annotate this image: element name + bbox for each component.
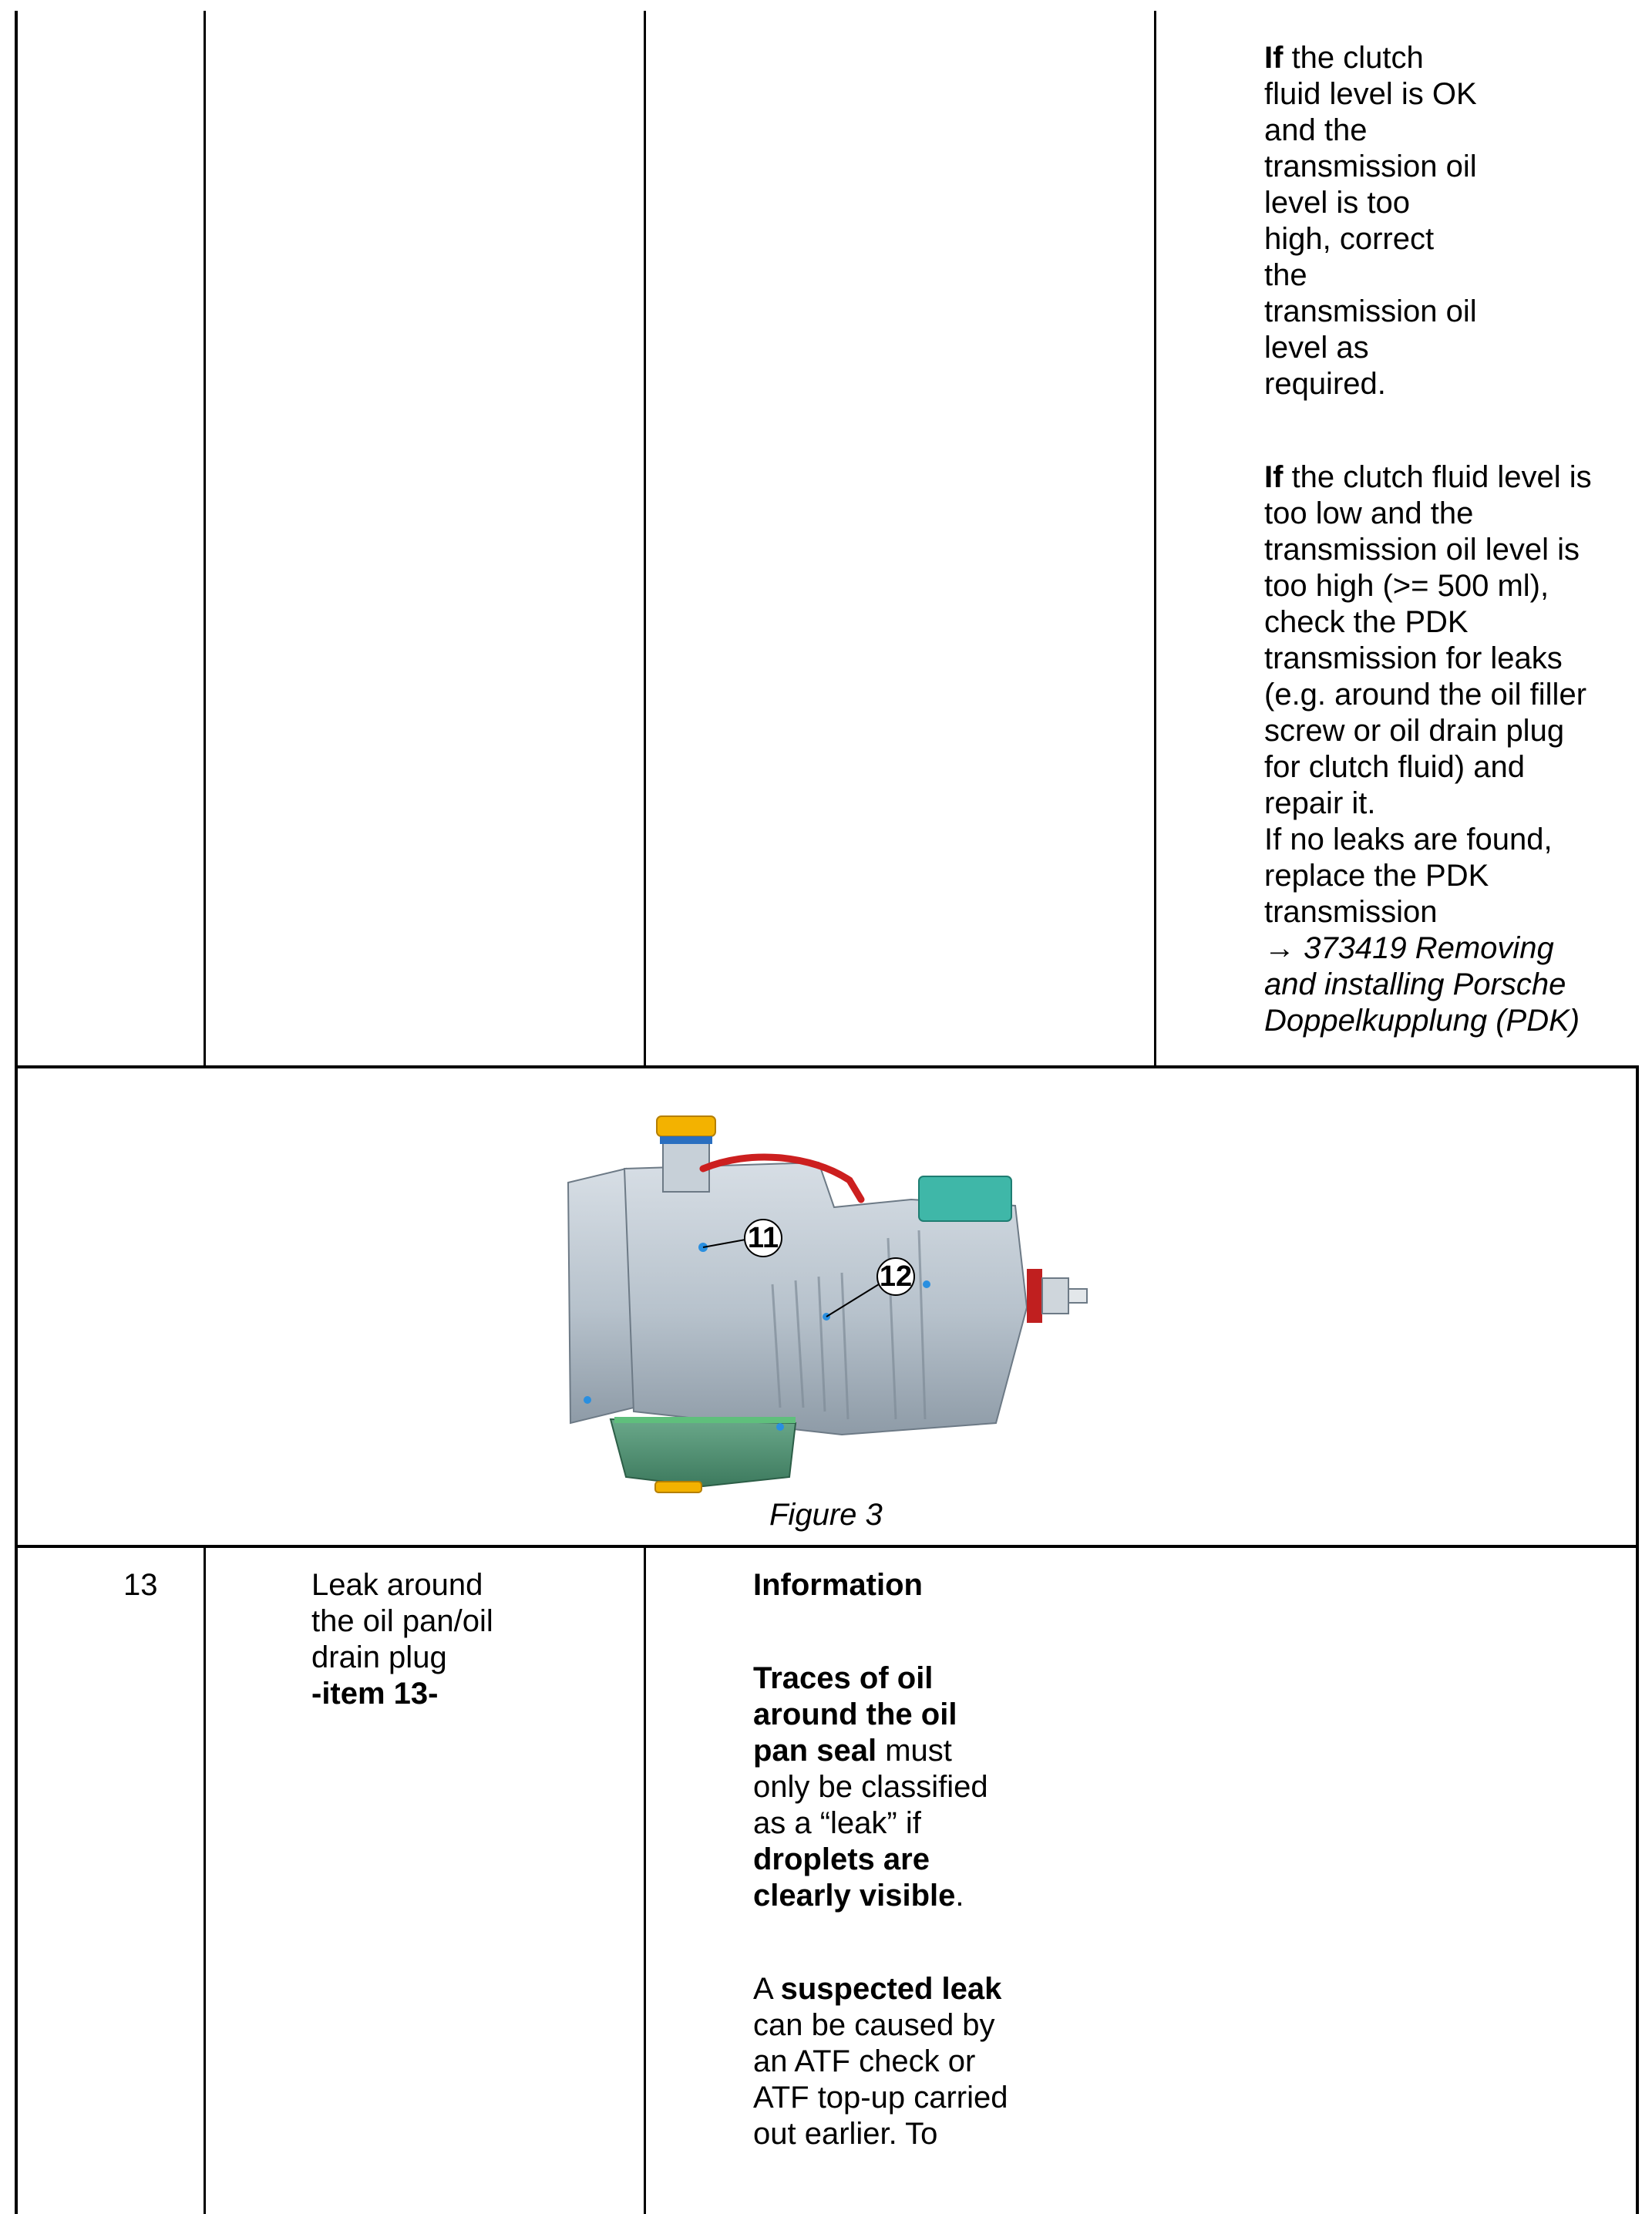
- text-line: transmission oil: [1264, 294, 1477, 328]
- column-divider-2-bottom: [644, 1545, 646, 2214]
- callout-12: 12: [879, 1260, 913, 1293]
- text-line: required.: [1264, 367, 1386, 401]
- text-line: Leak around: [311, 1568, 483, 1602]
- text-line: If no leaks are found,: [1264, 823, 1553, 856]
- text-line: replace the PDK: [1264, 859, 1489, 893]
- figure-caption: Figure 3: [769, 1498, 883, 1532]
- remedy-text: [1264, 40, 1627, 1039]
- text-line: the clutch fluid level is: [1291, 460, 1592, 494]
- text-line: level as: [1264, 331, 1369, 365]
- callout-11: 11: [747, 1222, 779, 1254]
- text-line: high, correct: [1264, 222, 1435, 256]
- text-line: (e.g. around the oil filler: [1264, 678, 1587, 712]
- text-line: the oil pan/oil: [311, 1604, 493, 1638]
- text-line: check the PDK: [1264, 605, 1469, 639]
- text-line: repair it.: [1264, 786, 1376, 820]
- text-line: transmission for leaks: [1264, 641, 1563, 675]
- column-divider-3-top: [1154, 11, 1156, 1067]
- remedy-para-1: [1264, 40, 1627, 402]
- pdk-transmission-figure: [564, 1115, 1096, 1494]
- text-line: the: [1264, 258, 1307, 292]
- text-line: too low and the: [1264, 496, 1474, 530]
- cross-reference-link[interactable]: → 373419 Removing and installing Porsche Doppelkupplung (PDK): [1264, 931, 1580, 1038]
- fault-description: [311, 1567, 635, 1712]
- text-line: screw or oil drain plug: [1264, 714, 1565, 748]
- if-keyword: If: [1264, 460, 1284, 494]
- text-line: level is too: [1264, 186, 1410, 220]
- row-number: 13: [123, 1568, 158, 1602]
- info-para-2: A suspected leak can be caused by an ATF check or ATF top-up carried out earlier. To: [753, 1972, 1008, 2151]
- row-divider-2: [15, 1545, 1639, 1548]
- column-divider-1-top: [204, 11, 206, 1067]
- row-divider-1: [15, 1065, 1639, 1068]
- text-line: too high (>= 500 ml),: [1264, 569, 1549, 603]
- table-right-border: [1636, 1067, 1639, 2214]
- info-para-1: Traces of oil around the oil pan seal must only be classified as a “leak” if droplets are clearly visible.: [753, 1661, 988, 1913]
- text-line: fluid level is OK: [1264, 77, 1477, 111]
- item-reference: -item 13-: [311, 1677, 439, 1711]
- text-line: transmission oil: [1264, 150, 1477, 183]
- column-divider-2-top: [644, 11, 646, 1067]
- text-line: transmission: [1264, 895, 1438, 929]
- information-block: [753, 1567, 1139, 2152]
- information-heading: Information: [753, 1568, 923, 1602]
- if-keyword: If: [1264, 41, 1284, 75]
- text-line: the clutch: [1291, 41, 1424, 75]
- column-divider-1-bottom: [204, 1545, 206, 2214]
- table-left-border: [15, 11, 18, 2214]
- text-line: transmission oil level is: [1264, 533, 1580, 567]
- text-line: and the: [1264, 113, 1368, 147]
- remedy-para-2: [1264, 459, 1627, 1039]
- text-line: for clutch fluid) and: [1264, 750, 1525, 784]
- text-line: drain plug: [311, 1640, 447, 1674]
